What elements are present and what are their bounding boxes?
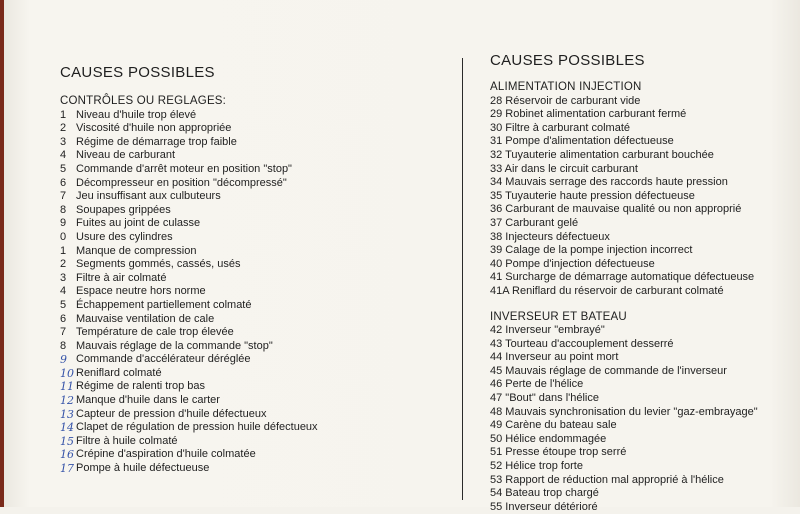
item-text: Mauvaise ventilation de cale — [76, 312, 215, 325]
list-item — [490, 135, 790, 149]
list-item — [60, 353, 455, 367]
controls-list — [60, 109, 455, 476]
list-item — [60, 190, 455, 204]
list-item — [60, 122, 455, 136]
item-number: 5 — [60, 298, 67, 311]
list-item — [60, 272, 455, 286]
item-number: 7 — [60, 326, 67, 339]
item-text: 33 Air dans le circuit carburant — [490, 162, 638, 175]
list-item — [490, 244, 790, 258]
list-item — [60, 448, 455, 462]
list-item — [490, 95, 790, 109]
item-text: Échappement partiellement colmaté — [76, 298, 252, 311]
item-text: 29 Robinet alimentation carburant fermé — [490, 108, 687, 121]
list-item — [490, 365, 790, 379]
list-item — [490, 324, 790, 338]
item-text: Décompresseur en position "décompressé" — [76, 176, 287, 189]
list-item — [490, 433, 790, 447]
list-item — [60, 177, 455, 191]
item-text: 48 Mauvais synchronisation du levier "gaz-embrayage" — [490, 405, 758, 418]
item-text: 32 Tuyauterie alimentation carburant bouchée — [490, 148, 714, 161]
item-text: 51 Presse étoupe trop serré — [490, 446, 627, 459]
list-item — [60, 326, 455, 340]
left-heading: CAUSES POSSIBLES — [60, 64, 215, 81]
item-number: 3 — [60, 135, 67, 148]
right-column — [490, 52, 790, 514]
item-text: Régime de ralenti trop bas — [76, 380, 206, 393]
item-text: Soupapes grippées — [76, 203, 171, 216]
item-number: 13 — [60, 407, 74, 421]
item-text: 36 Carburant de mauvaise qualité ou non approprié — [490, 203, 742, 216]
list-item — [60, 245, 455, 259]
list-item — [490, 217, 790, 231]
item-text: 41A Reniflard du réservoir de carburant colmaté — [490, 284, 724, 297]
list-item — [60, 149, 455, 163]
item-number: 9 — [60, 217, 67, 230]
item-text: Jeu insuffisant aux culbuteurs — [76, 190, 221, 203]
list-item — [60, 408, 455, 422]
item-text: 52 Hélice trop forte — [490, 460, 583, 473]
list-item — [490, 203, 790, 217]
item-text: 53 Rapport de réduction mal approprié à l'hélice — [490, 473, 724, 486]
list-item — [60, 109, 455, 123]
page-edge — [0, 0, 4, 507]
item-text: 43 Tourteau d'accouplement desserré — [490, 337, 674, 350]
item-text: 47 "Bout" dans l'hélice — [490, 392, 599, 405]
item-text: Commande d'arrêt moteur en position "stop" — [76, 162, 292, 175]
item-number: 1 — [60, 244, 67, 257]
list-item — [60, 299, 455, 313]
item-text: Niveau d'huile trop élevé — [76, 108, 197, 121]
item-text: Température de cale trop élevée — [76, 326, 234, 339]
item-number: 4 — [60, 149, 67, 162]
item-text: 40 Pompe d'injection défectueuse — [490, 257, 655, 270]
list-item — [490, 176, 790, 190]
left-column — [60, 64, 455, 476]
item-text: 50 Hélice endommagée — [490, 432, 607, 445]
list-item — [490, 231, 790, 245]
item-text: Filtre à air colmaté — [76, 271, 167, 284]
list-item — [490, 108, 790, 122]
column-divider — [462, 58, 463, 500]
section-list — [490, 95, 790, 299]
item-text: 38 Injecteurs défectueux — [490, 230, 610, 243]
list-item — [60, 421, 455, 435]
right-heading: CAUSES POSSIBLES — [490, 52, 645, 69]
item-text: 39 Calage de la pompe injection incorrect — [490, 244, 693, 257]
list-item — [490, 190, 790, 204]
item-text: 46 Perte de l'hélice — [490, 378, 584, 391]
list-item — [60, 217, 455, 231]
item-number: 8 — [60, 203, 67, 216]
list-item — [60, 204, 455, 218]
list-item — [490, 149, 790, 163]
list-item — [490, 446, 790, 460]
list-item — [490, 419, 790, 433]
item-text: Espace neutre hors norme — [76, 285, 206, 298]
list-item — [490, 460, 790, 474]
item-text: Mauvais réglage de la commande "stop" — [76, 339, 273, 352]
item-number: 9 — [60, 353, 67, 367]
list-item — [490, 338, 790, 352]
item-text: 34 Mauvais serrage des raccords haute pression — [490, 176, 728, 189]
item-text: 31 Pompe d'alimentation défectueuse — [490, 135, 674, 148]
item-number: 8 — [60, 339, 67, 352]
list-item — [60, 462, 455, 476]
list-item — [490, 285, 790, 299]
list-item — [490, 163, 790, 177]
item-text: Viscosité d'huile non appropriée — [76, 122, 232, 135]
item-number: 15 — [60, 434, 74, 448]
list-item — [490, 122, 790, 136]
item-text: Reniflard colmaté — [76, 366, 162, 379]
item-text: 54 Bateau trop chargé — [490, 487, 599, 500]
item-text: Clapet de régulation de pression huile défectueux — [76, 421, 318, 434]
item-text: Régime de démarrage trop faible — [76, 135, 237, 148]
item-number: 0 — [60, 230, 67, 243]
item-number: 16 — [60, 448, 74, 462]
list-item — [60, 163, 455, 177]
item-number: 14 — [60, 421, 74, 435]
item-text: 44 Inverseur au point mort — [490, 351, 619, 364]
item-number: 4 — [60, 285, 67, 298]
item-text: Fuites au joint de culasse — [76, 217, 201, 230]
list-item — [490, 406, 790, 420]
list-item — [490, 378, 790, 392]
item-number: 5 — [60, 162, 67, 175]
item-text: 45 Mauvais réglage de commande de l'inverseur — [490, 364, 727, 377]
item-text: Filtre à huile colmaté — [76, 434, 178, 447]
section-spacer — [490, 299, 790, 311]
item-number: 2 — [60, 122, 67, 135]
item-text: Pompe à huile défectueuse — [76, 462, 210, 475]
section-list — [490, 324, 790, 514]
item-text: Capteur de pression d'huile défectueux — [76, 407, 267, 420]
right-sections — [490, 81, 790, 514]
item-number: 10 — [60, 366, 74, 380]
item-number: 6 — [60, 176, 67, 189]
item-number: 1 — [60, 108, 67, 121]
controls-section-title: CONTRÔLES OU REGLAGES: — [60, 95, 227, 107]
item-text: Niveau de carburant — [76, 149, 176, 162]
item-text: 28 Réservoir de carburant vide — [490, 94, 641, 107]
list-item — [490, 258, 790, 272]
item-text: 42 Inverseur "embrayé" — [490, 324, 605, 337]
list-item — [60, 367, 455, 381]
list-item — [490, 392, 790, 406]
list-item — [60, 380, 455, 394]
item-text: Commande d'accélérateur déréglée — [76, 353, 251, 366]
list-item — [60, 231, 455, 245]
list-item — [60, 285, 455, 299]
section-title: INVERSEUR ET BATEAU — [490, 310, 627, 323]
item-number: 7 — [60, 190, 67, 203]
item-text: 55 Inverseur détérioré — [490, 500, 598, 513]
item-number: 6 — [60, 312, 67, 325]
item-number: 11 — [60, 380, 74, 394]
list-item — [60, 136, 455, 150]
list-item — [490, 351, 790, 365]
item-text: 49 Carène du bateau sale — [490, 419, 617, 432]
item-text: 30 Filtre à carburant colmaté — [490, 121, 631, 134]
item-text: 37 Carburant gelé — [490, 216, 579, 229]
list-item — [490, 501, 790, 514]
item-text: Manque d'huile dans le carter — [76, 394, 220, 407]
list-item — [60, 258, 455, 272]
list-item — [60, 394, 455, 408]
item-text: Usure des cylindres — [76, 230, 173, 243]
item-text: 35 Tuyauterie haute pression défectueuse — [490, 189, 695, 202]
list-item — [490, 271, 790, 285]
item-number: 3 — [60, 271, 67, 284]
item-number: 2 — [60, 258, 67, 271]
item-text: Segments gommés, cassés, usés — [76, 258, 241, 271]
list-item — [490, 474, 790, 488]
item-number: 12 — [60, 394, 74, 408]
list-item — [490, 487, 790, 501]
list-item — [60, 313, 455, 327]
item-text: 41 Surcharge de démarrage automatique défectueuse — [490, 271, 755, 284]
item-text: Crépine d'aspiration d'huile colmatée — [76, 448, 256, 461]
section-title: ALIMENTATION INJECTION — [490, 81, 642, 93]
item-number: 17 — [60, 462, 74, 476]
list-item — [60, 340, 455, 354]
item-text: Manque de compression — [76, 244, 197, 257]
list-item — [60, 435, 455, 449]
